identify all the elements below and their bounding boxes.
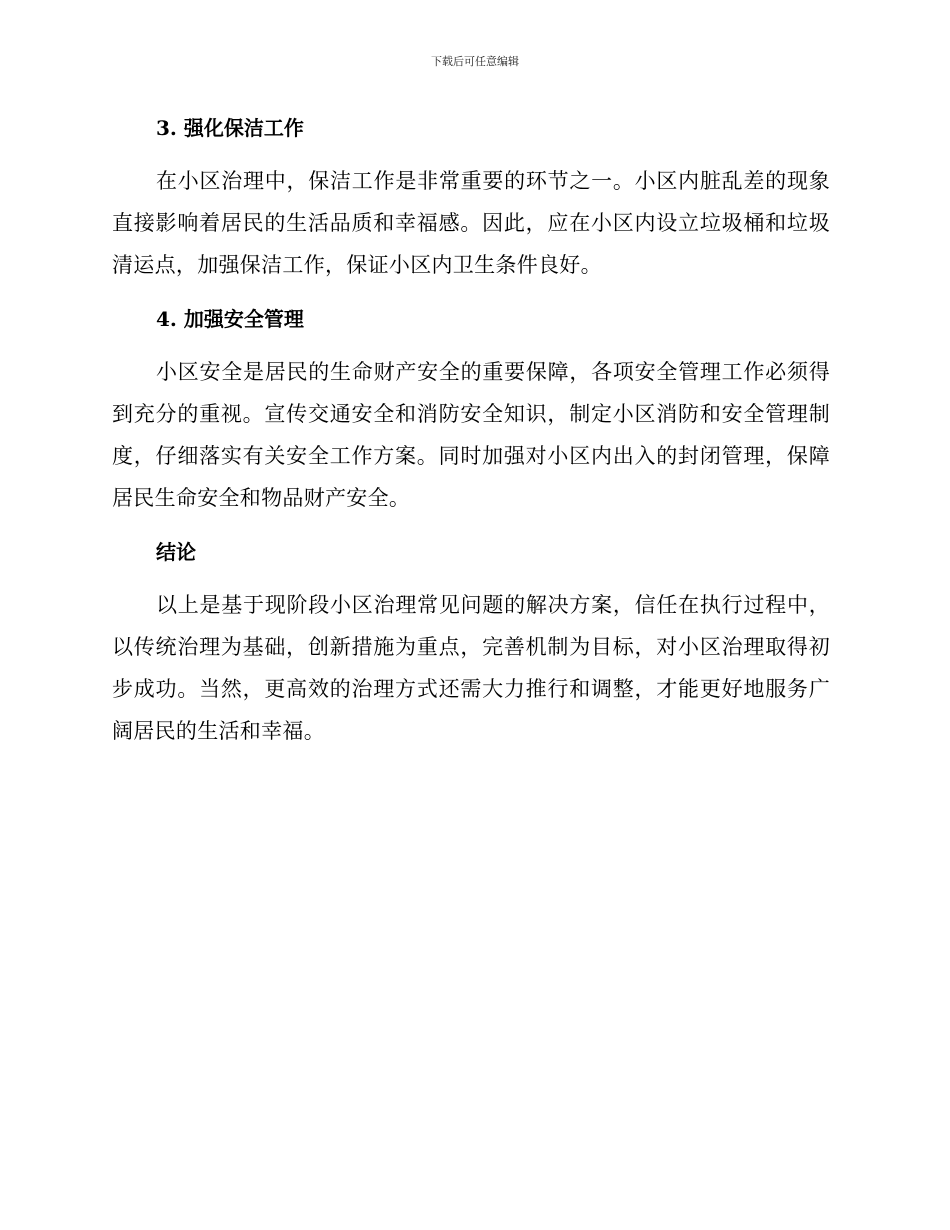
section-paragraph-conclusion: 以上是基于现阶段小区治理常见问题的解决方案，信任在执行过程中，以传统治理为基础，创新措施为重点，完善机制为目标，对小区治理取得初步成功。当然，更高效的治理方式还需大力推行和调整，才能更好地服务广阔居民的生活和幸福。 xyxy=(112,593,830,743)
section-heading-safety: 4. 加强安全管理 xyxy=(156,307,304,331)
section-paragraph-cleaning: 在小区治理中，保洁工作是非常重要的环节之一。小区内脏乱差的现象直接影响着居民的生活品质和幸福感。因此，应在小区内设立垃圾桶和垃圾清运点，加强保洁工作，保证小区内卫生条件良好。 xyxy=(112,169,830,277)
section-paragraph-safety: 小区安全是居民的生命财产安全的重要保障，各项安全管理工作必须得到充分的重视。宣传交通安全和消防安全知识，制定小区消防和安全管理制度，仔细落实有关安全工作方案。同时加强对小区内出入的封闭管理，保障居民生命安全和物品财产安全。 xyxy=(112,360,830,510)
section-heading-conclusion: 结论 xyxy=(156,540,196,564)
document-body xyxy=(112,108,830,752)
section-heading-cleaning: 3. 强化保洁工作 xyxy=(156,116,304,140)
page-header-note: 下载后可任意编辑 xyxy=(431,55,519,68)
